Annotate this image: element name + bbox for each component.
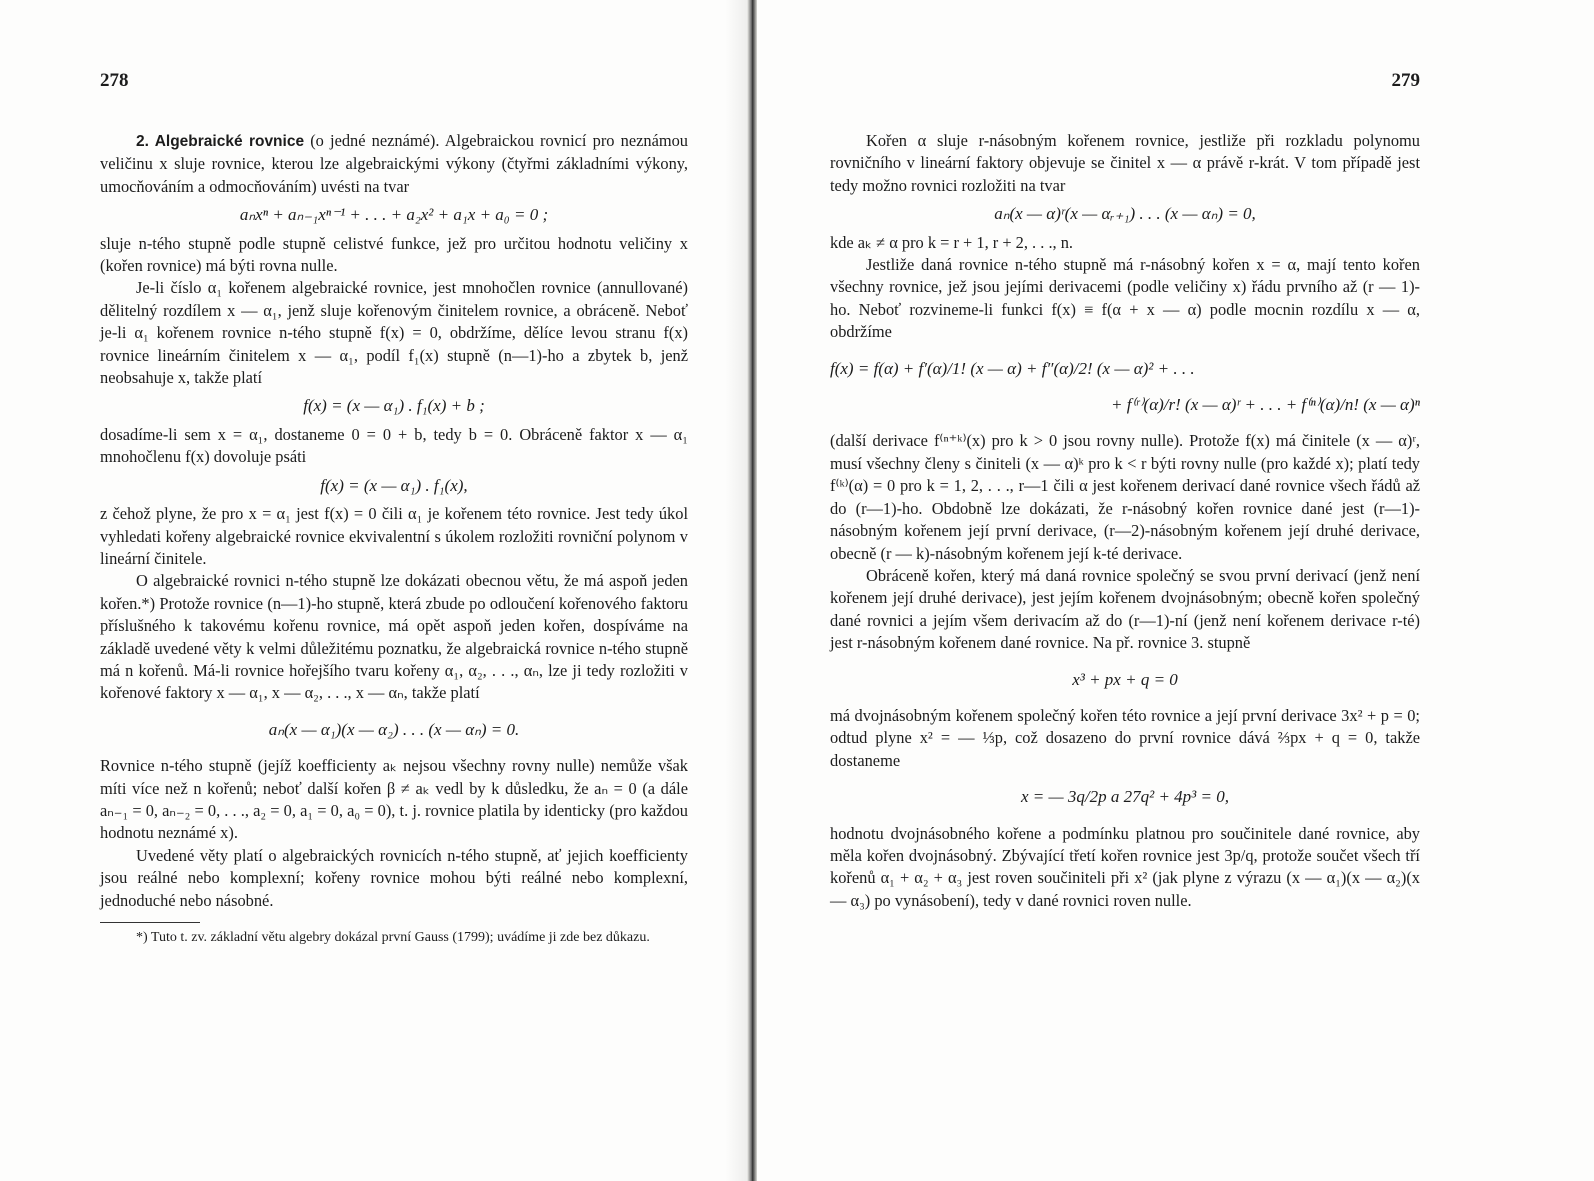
right-page	[830, 70, 1420, 912]
equation: + f⁽ʳ⁾(α)/r! (x — α)ʳ + . . . + f⁽ⁿ⁾(α)/n! (x — α)ⁿ	[1110, 395, 1420, 415]
paragraph: Jestliže daná rovnice n-tého stupně má r-násobný kořen x = α, mají tento kořen všechny rovnice, jež jsou jejími derivacemi (podle veličiny x) řádu prvního až (r — 1)-ho. Neboť rozvineme-li funkci f(x) ≡ f(α + x — α) podle mocnin rozdílu x — α, obdržíme	[830, 255, 1420, 342]
equation: aₙ(x — α)ʳ(x — αᵣ₊₁) . . . (x — αₙ) = 0,	[994, 204, 1256, 224]
paragraph: Je-li číslo α₁ kořenem algebraické rovnice, jest mnohočlen rovnice (annullované) dělitelný rozdílem x — α₁, jenž sluje kořenovým činitelem rovnice, a obráceně. Neboť je-li α₁ kořenem rovnice n-tého stupně f(x) = 0, obdržíme, dělíce levou stranu f(x) rovnice lineárním činitelem x — α₁, podíl f₁(x) stupně (n—1)-ho a zbytek b, jenž neobsahuje x, takže platí	[100, 278, 688, 388]
paragraph-text: (o jedné neznámé). Algebraickou rovnicí pro neznámou veličinu x sluje rovnice, kterou lze algebraickými výkony (čtyřmi základními výkony, umocňováním a odmocňováním) uvésti na tvar	[100, 131, 688, 196]
left-page	[100, 70, 688, 947]
equation: f(x) = (x — α₁) . f₁(x),	[320, 475, 468, 495]
paragraph: Rovnice n-tého stupně (jejíž koefficienty aₖ nejsou všechny rovny nulle) nemůže však míti více než n kořenů; neboť další kořen β ≠ aₖ vedl by k důsledku, že aₙ = 0 (a dále aₙ₋₁ = 0, aₙ₋₂ = 0, . . ., a₂ = 0, a₁ = 0, a₀ = 0), t. j. rovnice platila by identicky (pro každou hodnotu neznámé x).	[100, 756, 688, 843]
gutter-shadow	[725, 0, 747, 1181]
paragraph	[100, 130, 688, 198]
paragraph: z čehož plyne, že pro x = α₁ jest f(x) = 0 čili α₁ je kořenem této rovnice. Jest tedy úkol vyhledati kořeny algebraické rovnice ekvivalentní s úkolem rozložiti rovniční polynom v lineární činitele.	[100, 504, 688, 568]
book-gutter	[747, 0, 757, 1181]
equation: f(x) = (x — α₁) . f₁(x) + b ;	[303, 396, 485, 416]
footnote: *) Tuto t. zv. základní větu algebry dokázal první Gauss (1799); uvádíme ji zde bez důkazu.	[136, 930, 650, 945]
page-number-right: 279	[1391, 70, 1420, 91]
page-number-left: 278	[100, 70, 129, 91]
equation: x = — 3q/2p a 27q² + 4p³ = 0,	[1021, 787, 1229, 807]
paragraph: dosadíme-li sem x = α₁, dostaneme 0 = 0 + b, tedy b = 0. Obráceně faktor x — α₁ mnohočlenu f(x) dovoluje psáti	[100, 424, 688, 467]
paragraph: Kořen α sluje r-násobným kořenem rovnice, jestliže při rozkladu polynomu rovničního v lineární faktory objevuje se činitel x — α právě r-krát. V tom případě jest tedy možno rovnici rozložiti na tvar	[830, 131, 1420, 195]
equation: aₙxⁿ + aₙ₋₁xⁿ⁻¹ + . . . + a₂x² + a₁x + a₀ = 0 ;	[239, 205, 549, 225]
paragraph: (další derivace f⁽ⁿ⁺ᵏ⁾(x) pro k > 0 jsou rovny nulle). Protože f(x) má činitele (x — α)ʳ, musí všechny členy s činiteli (x — α)ᵏ pro k < r býti rovny nulle (pro každé x); platí tedy f⁽ᵏ⁾(α) = 0 pro k = 1, 2, . . ., r—1 čili α jest kořenem derivací dané rovnice všech řádů až do (r—1)-ho. Obdobně lze dokázati, že r-násobný kořen rovnice dané jest (r—1)-násobným kořenem její první derivace, (r—2)-násobným kořenem její druhé derivace, obecně (r — k)-násobným kořenem její k-té derivace.	[830, 431, 1420, 563]
paragraph: má dvojnásobným kořenem společný kořen této rovnice a její první derivace 3x² + p = 0; odtud plyne x² = — ⅓p, což dosazeno do první rovnice dává ⅔px + q = 0, takže dostaneme	[830, 705, 1420, 770]
equation: f(x) = f(α) + f′(α)/1! (x — α) + f″(α)/2! (x — α)² + . . .	[830, 358, 1195, 378]
paragraph: sluje n-tého stupně podle stupně celistvé funkce, jež pro určitou hodnotu veličiny x (kořen rovnice) má býti rovna nulle.	[100, 233, 688, 276]
paragraph: Uvedené věty platí o algebraických rovnicích n-tého stupně, ať jejich koefficienty jsou reálné nebo komplexní; kořeny rovnice mohou býti reálné nebo komplexní, jednoduché nebo násobné.	[100, 845, 688, 910]
paragraph: Obráceně kořen, který má daná rovnice společný se svou první derivací (jenž není kořenem její druhé derivace), jest jejím kořenem dvojnásobným; obecně kořen společný dané rovnici a jejím všem derivacím až do (r—1)-ní (jenž není kořenem derivace r-té) jest r-násobným kořenem dané rovnice. Na př. rovnice 3. stupně	[830, 565, 1420, 653]
equation: x³ + px + q = 0	[1072, 669, 1178, 689]
paragraph: O algebraické rovnici n-tého stupně lze dokázati obecnou větu, že má aspoň jeden kořen.*) Protože rovnice (n—1)-ho stupně, která zbude po odloučení kořenového faktoru příslušného k takovému kořenu rovnice, má opět aspoň jeden kořen, dospíváme na základě uvedené věty k velmi důležitému poznatku, že algebraická rovnice n-tého stupně má n kořenů. Má-li rovnice hořejšího tvaru kořeny α₁, α₂, . . ., αₙ, lze ji tedy rozložiti v kořenové faktory x — α₁, x — α₂, . . ., x — αₙ, takže platí	[100, 571, 688, 703]
paragraph: hodnotu dvojnásobného kořene a podmínku platnou pro součinitele dané rovnice, aby měla kořen dvojnásobný. Zbývající třetí kořen rovnice jest 3p/q, protože součet všech tří kořenů α₁ + α₂ + α₃ jest roven součiniteli při x² (jak plyne z výrazu (x — α₁)(x — α₂)(x — α₃) po vynásobení), tedy v dané rovnici roven nulle.	[830, 823, 1420, 910]
footnote-rule	[100, 922, 200, 923]
section-title: 2. Algebraické rovnice	[136, 133, 305, 150]
equation: aₙ(x — α₁)(x — α₂) . . . (x — αₙ) = 0.	[268, 719, 520, 739]
paragraph: kde aₖ ≠ α pro k = r + 1, r + 2, . . ., n.	[830, 232, 1074, 252]
